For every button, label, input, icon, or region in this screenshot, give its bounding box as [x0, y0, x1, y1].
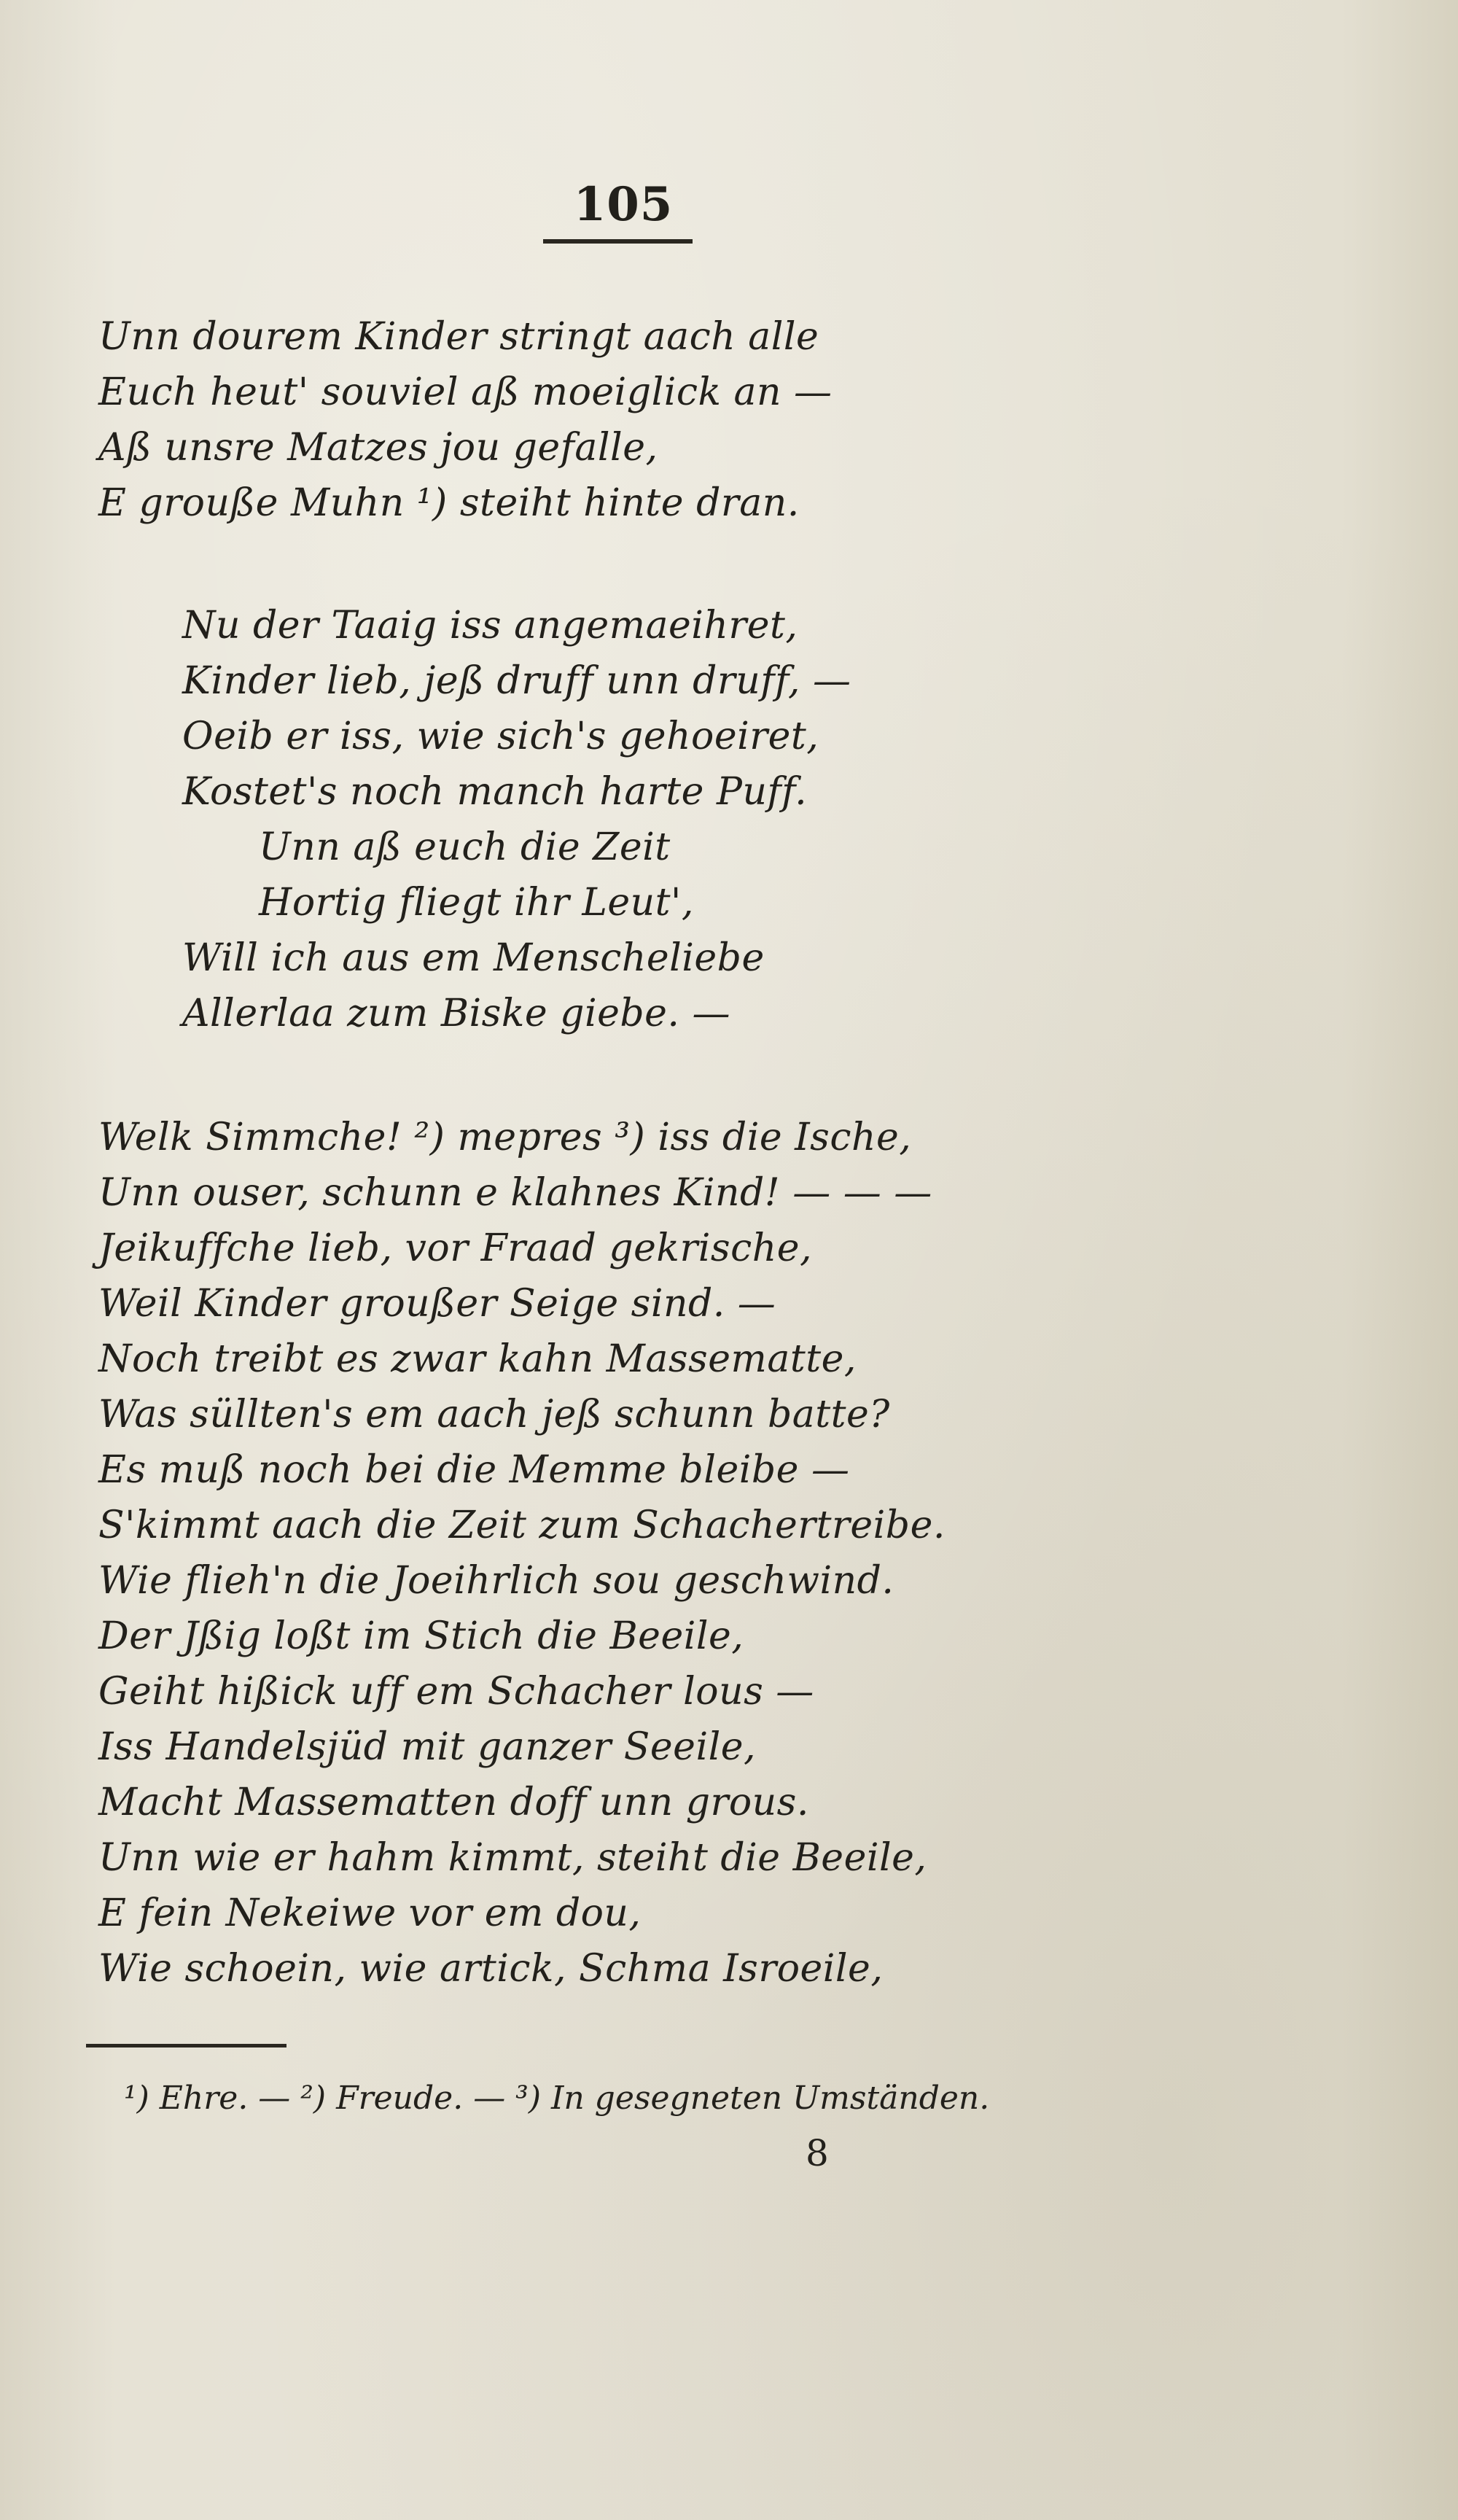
verse-line: Will ich aus em Menscheliebe	[182, 936, 765, 980]
verse-line: Weil Kinder groußer Seige sind. —	[98, 1282, 776, 1326]
verse-line: E grouße Muhn ¹) steiht hinte dran.	[98, 481, 800, 525]
verse-line: Unn ouser, schunn e klahnes Kind! — — —	[98, 1171, 932, 1215]
verse-line: Euch heut' souviel aß moeiglick an —	[98, 370, 833, 414]
verse-line: Macht Massematten doff unn grous.	[98, 1781, 809, 1824]
verse-line: Oeib er iss, wie sich's gehoeiret,	[182, 715, 819, 758]
verse-line: S'kimmt aach die Zeit zum Schachertreibe.	[98, 1504, 946, 1547]
verse-line: Es muß noch bei die Memme bleibe —	[98, 1448, 850, 1492]
verse-line: Wie schoein, wie artick, Schma Isroeile,	[98, 1947, 884, 1991]
verse-line: Unn wie er hahm kimmt, steiht die Beeile,	[98, 1836, 927, 1880]
verse-line: Hortig fliegt ihr Leut',	[259, 881, 694, 925]
footnotes: ¹) Ehre. — ²) Freude. — ³) In gesegneten Umständen.	[124, 2080, 990, 2117]
footnote-rule	[86, 2044, 286, 2048]
verse-line: Iss Handelsjüd mit ganzer Seeile,	[98, 1725, 757, 1769]
verse-line: E fein Nekeiwe vor em dou,	[98, 1891, 642, 1935]
verse-line: Welk Simmche! ²) mepres ³) iss die Ische,	[98, 1116, 912, 1159]
verse-line: Unn aß euch die Zeit	[259, 825, 671, 869]
page-number: 105	[573, 177, 674, 232]
page-number-rule	[543, 239, 693, 244]
signature-mark: 8	[806, 2132, 829, 2174]
verse-line: Der Jßig loßt im Stich die Beeile,	[98, 1614, 744, 1658]
verse-line: Was süllten's em aach jeß schunn batte?	[98, 1393, 890, 1436]
verse-line: Kostet's noch manch harte Puff.	[182, 770, 808, 814]
verse-line: Wie flieh'n die Joeihrlich sou geschwind.	[98, 1559, 894, 1603]
verse-line: Nu der Taaig iss angemaeihret,	[182, 604, 798, 648]
verse-line: Geiht hißick uff em Schacher lous —	[98, 1670, 814, 1714]
verse-line: Allerlaa zum Biske giebe. —	[182, 992, 730, 1035]
verse-line: Jeikuffche lieb, vor Fraad gekrische,	[98, 1226, 813, 1270]
verse-line: Kinder lieb, jeß druff unn druff, —	[182, 659, 851, 703]
verse-line: Unn dourem Kinder stringt aach alle	[98, 315, 819, 359]
verse-line: Aß unsre Matzes jou gefalle,	[98, 426, 658, 470]
verse-line: Noch treibt es zwar kahn Massematte,	[98, 1337, 857, 1381]
